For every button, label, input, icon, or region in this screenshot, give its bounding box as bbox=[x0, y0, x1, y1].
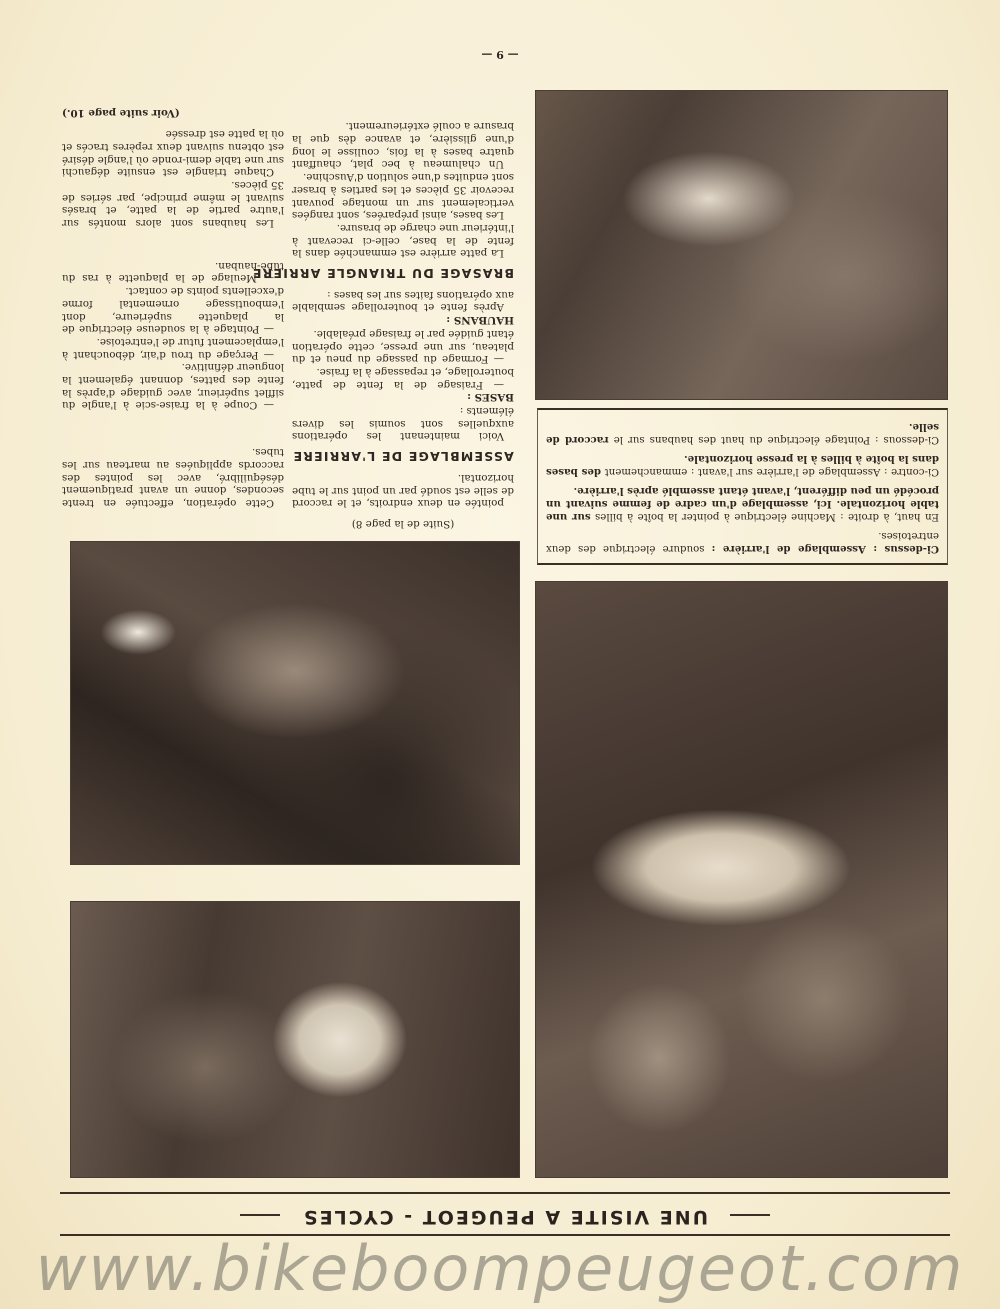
caption-label: En haut, à droite : Machine électrique à pointer la boîte à billes bbox=[595, 511, 939, 522]
watermark: www.bikeboompeugeot.com bbox=[35, 1232, 965, 1305]
photo-spot-welding-stays bbox=[70, 901, 520, 1178]
heading-spacer bbox=[62, 411, 284, 445]
continued-from: (Suite de la page 8) bbox=[351, 518, 455, 530]
continued-to: (Voir suite page 10.) bbox=[62, 107, 180, 120]
caption-text: soudure électrique des deux entretoises. bbox=[546, 530, 939, 554]
text-column-1 bbox=[251, 120, 514, 530]
caption-label: Ci-contre : Assemblage de l'arrière sur l'avant : emmanchement bbox=[604, 466, 939, 477]
heading-spacer bbox=[62, 229, 284, 259]
caption-label: Ci-dessous : Pointage électrique du haut des haubans sur le bbox=[613, 434, 939, 445]
paragraph: pointée en deux endroits, et le raccord de selle est soudé par un point sur le tube horizontal. bbox=[292, 471, 514, 510]
photo-welding-machine-frame bbox=[70, 541, 520, 865]
paragraph: Après fente et bouterollage semblable aux opérations faites sur les bases : bbox=[292, 288, 514, 314]
heading-assemblage: ASSEMBLAGE DE L'ARRIERE bbox=[292, 449, 514, 465]
caption-ci-dessous bbox=[546, 420, 939, 446]
header-band bbox=[60, 1192, 950, 1236]
photo-seat-lug-welding bbox=[535, 90, 948, 400]
caption-text: sur une table horizontale. Ici, assemblage d'un cadre de femme suivant un procédé un peu différent, l'avant étant assemblé après l'arrière. bbox=[546, 485, 939, 523]
caption-box bbox=[537, 408, 948, 565]
caption-text: des bases dans la boîte à billes à la presse horizontale. bbox=[546, 453, 939, 478]
paragraph: Voici maintenant les opérations auxquelles sont soumis les divers éléments : bbox=[292, 405, 514, 443]
paragraph: La patte arrière est emmanchée dans la fente de la base, celle-ci recevant à l'intérieur une charge de brasure. bbox=[292, 221, 514, 260]
paragraph: Les bases, ainsi préparées, sont rangées verticalement sur un montage pouvant recevoir 35 pièces et les parties à braser sont enduites d'une solution d'Auschine. bbox=[292, 171, 514, 222]
text-column-2 bbox=[62, 107, 284, 530]
paragraph: Un chalumeau à bec plat, chauffant quatre bases à la fois, coulisse le long d'une glissière, et avance dès que la brasure a coulé extérieurement. bbox=[292, 120, 514, 171]
caption-text: raccord de selle. bbox=[545, 421, 939, 446]
paragraph: Cette opération, effectuée en trente secondes, donne un avant pratiquement déséquilibré, avec les pointes des raccords appliquées au marteau sur les tubes. bbox=[62, 446, 284, 509]
header-title: UNE VISITE A PEUGEOT - CYCLES bbox=[301, 1206, 709, 1228]
page-number: — 9 — bbox=[481, 48, 519, 61]
subheading-bases: BASES : bbox=[467, 391, 514, 404]
list-item: — Perçage du trou d'air, débouchant à l'emplacement futur de l'entretoise. bbox=[62, 335, 284, 361]
caption-en-haut bbox=[546, 484, 939, 523]
subheading-haubans: HAUBANS : bbox=[446, 314, 514, 327]
photo-press-assembly bbox=[535, 581, 948, 1178]
list-item: — Pointage à la soudeuse électrique de la plaquette supérieure, dont l'emboutissage ornemental forme d'excellents points de contact. bbox=[62, 285, 284, 336]
heading-brasage: BRASAGE DU TRIANGLE ARRIERE bbox=[251, 266, 514, 282]
caption-label: Ci-dessus : Assemblage de l'arrière : bbox=[711, 543, 939, 555]
title-dash-right bbox=[240, 1214, 280, 1216]
list-item: — Meulage de la plaquette à ras du tube-hauban. bbox=[62, 259, 284, 285]
caption-ci-contre bbox=[546, 452, 939, 478]
caption-ci-dessus bbox=[546, 529, 939, 555]
list-item: — Fraisage de la fente de patte, bouterollage, et repassage à la fraise. bbox=[292, 365, 514, 391]
list-item: — Formage du passage du pneu et du plateau, sur une presse, cette opération étant guidée par le fraisage préalable. bbox=[292, 327, 514, 366]
list-item: — Coupe à la fraise-scie à l'angle du sifflet supérieur, avec guidage d'après la fente des pattes, donnant également la longueur définitive. bbox=[62, 361, 284, 412]
paragraph: Chaque triangle est ensuite dégauchi sur une table demi-ronde où l'angle désiré est obtenu suivant deux repères tracés et où la patte est dressée bbox=[62, 128, 284, 179]
paragraph: Les haubans sont alors montés sur l'autre partie de la patte, et brasés suivant le même principe, par séries de 35 pièces. bbox=[62, 178, 284, 230]
